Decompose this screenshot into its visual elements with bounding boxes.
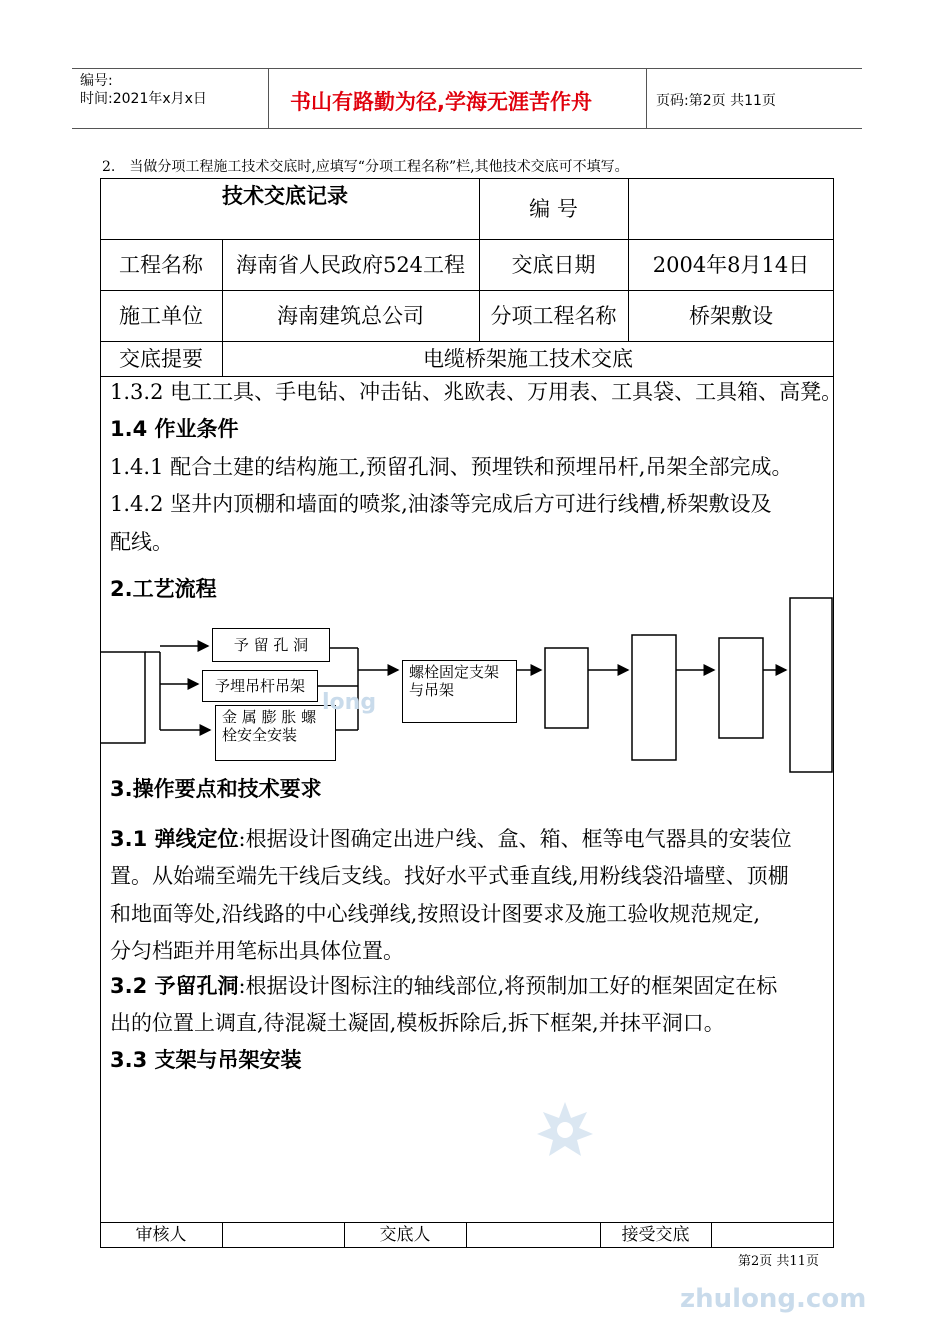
para-3-1-line3: 和地面等处,沿线路的中心线弹线,按照设计图要求及施工验收规范规定, [110,902,761,926]
receiver-label: 接受交底 [621,1225,690,1245]
sub-value: 桥架敷设 [689,303,773,328]
para-1-4-2: 1.4.2 坚井内顶棚和墙面的喷浆,油漆等完成后方可进行线槽,桥架敷设及 [110,492,772,516]
project-label: 工程名称 [119,252,203,277]
flow-box-6 [719,638,763,738]
flow-box-5 [632,635,676,760]
para-3-2 [110,967,777,1005]
form-note: 2. 当做分项工程施工技术交底时,应填写“分项工程名称”栏,其他技术交底可不填写。 [102,159,629,175]
date-label: 交底日期 [511,252,596,277]
para-3-2-line2: 出的位置上调直,待混凝土凝固,模板拆除后,拆下框架,并抹平洞口。 [110,1011,725,1035]
para-1-4-2-cont: 配线。 [110,530,173,554]
header-time: 时间:2021年x月x日 [80,91,207,107]
header-motto: 书山有路勤为径,学海无涯苦作舟 [290,90,592,114]
para-3-1-text: :根据设计图确定出进户线、盒、箱、框等电气器具的安装位 [238,827,792,851]
heading-1-4: 1.4 作业条件 [110,417,239,441]
flow-box-4 [545,648,588,728]
number-value [628,178,834,239]
watermark-fragment: long [322,690,377,715]
project-value: 海南省人民政府524工程 [235,252,466,277]
para-1-4-1: 1.4.1 配合土建的结构施工,预留孔洞、预埋铁和预埋吊杆,吊架全部完成。 [110,455,793,479]
heading-2: 2.工艺流程 [110,577,217,601]
flow-box-expansion-bolt: 金 属 膨 胀 螺 栓安全安装 [215,705,336,761]
table-rule [711,1222,712,1248]
unit-label: 施工单位 [119,303,203,328]
para-3-2-title: 3.2 予留孔洞 [110,974,239,998]
footer-watermark: zhulong.com [680,1284,867,1314]
unit-value: 海南建筑总公司 [277,303,424,328]
para-3-1-line4: 分匀档距并用笔标出具体位置。 [110,939,404,963]
para-3-1 [110,820,792,858]
heading-3-3: 3.3 支架与吊架安装 [110,1048,302,1072]
flow-box-embed-hanger: 予埋吊杆吊架 [202,670,318,702]
sub-label: 分项工程名称 [490,303,617,328]
line-1-3-2: 1.3.2 电工工具、手电钻、冲击钻、兆欧表、万用表、工具袋、工具箱、高凳。 [110,380,843,404]
discloser-label: 交底人 [379,1225,431,1245]
flow-box-reserve-hole: 予 留 孔 洞 [212,628,330,662]
table-rule [222,1222,223,1248]
para-3-2-text: :根据设计图标注的轴线部位,将预制加工好的框架固定在标 [238,974,778,998]
date-value: 2004年8月14日 [652,252,810,277]
flow-box-bolt-fix: 螺栓固定支架与吊架 [402,660,517,723]
para-3-1-title: 3.1 弹线定位 [110,827,239,851]
header-divider [268,68,269,129]
flow-start-box [100,652,145,743]
para-3-1-line2: 置。从始端至端先干线后支线。找好水平式垂直线,用粉线袋沿墙壁、顶棚 [110,864,789,888]
reviewer-label: 审核人 [135,1225,187,1245]
summary-label: 交底提要 [119,346,203,371]
watermark-logo-icon [535,1100,595,1160]
summary-value: 电缆桥架施工技术交底 [423,346,633,371]
header-page-info: 页码:第2页 共11页 [656,93,776,109]
header-divider [646,68,647,129]
footer-page-number: 第2页 共11页 [738,1254,819,1269]
header-bottom-rule [72,128,862,129]
number-label: 编 号 [529,196,578,221]
heading-3: 3.操作要点和技术要求 [110,777,322,801]
header-top-rule [72,68,862,69]
header-number-label: 编号: [80,73,113,89]
table-rule [466,1222,467,1248]
record-title: 技术交底记录 [222,184,348,208]
flow-box-7 [790,598,832,772]
